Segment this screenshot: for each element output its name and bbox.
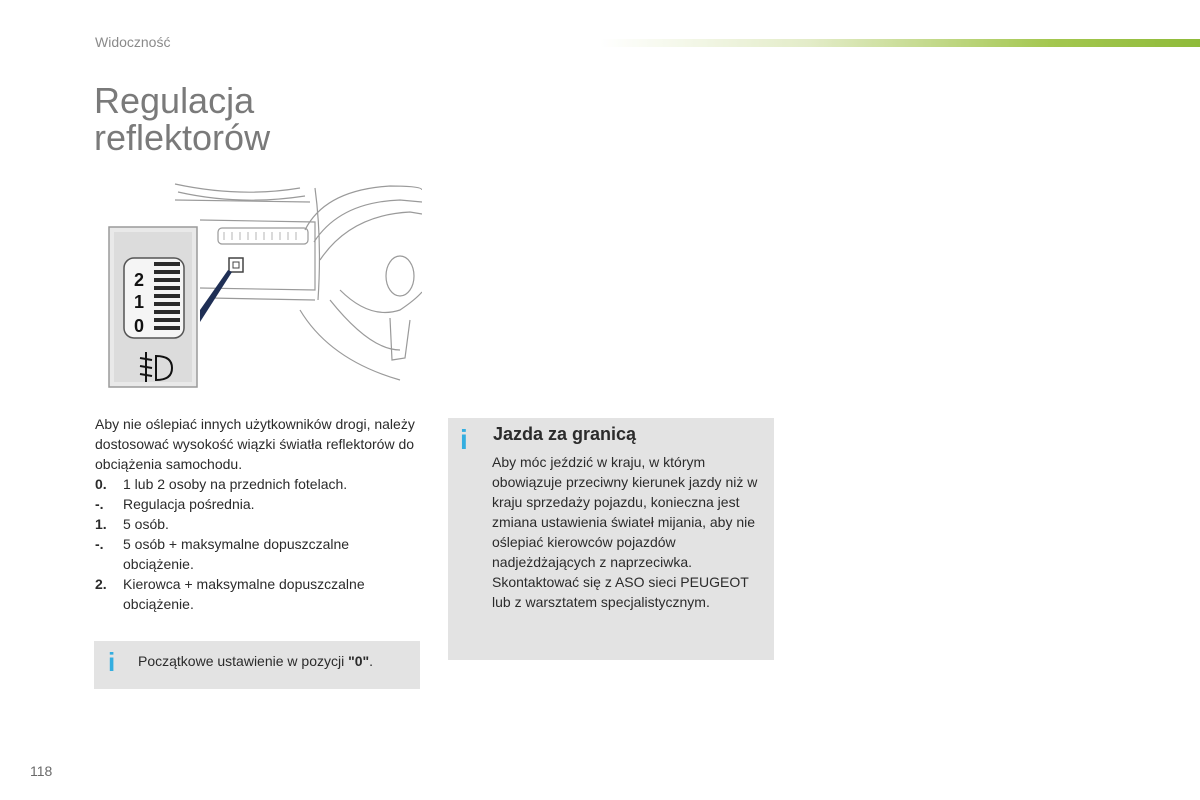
section-label: Widoczność [95,34,171,50]
list-key: 2. [95,576,107,592]
note-text-prefix: Początkowe ustawienie w pozycji [138,653,349,669]
dash-switch [229,258,243,272]
side-box-title: Jazda za granicą [493,424,637,444]
dial-label-1: 1 [134,292,145,312]
info-icon: i [108,647,116,677]
page-title: Regulacja reflektorów [94,80,271,158]
list-key: -. [95,496,104,512]
info-icon: i [460,424,468,455]
headlamp-adjuster-illustration [100,180,422,394]
list-text: Regulacja pośrednia. [123,496,255,512]
note-text-value: "0" [348,653,370,669]
note-text [138,651,373,671]
note-text-suffix: . [369,653,374,669]
list-key: -. [95,536,104,552]
list-item [95,474,415,494]
list-text: 5 osób. [123,516,169,532]
initial-setting-note [94,641,420,689]
dial-label-0: 0 [134,316,145,336]
driving-abroad-box [448,418,774,660]
side-box-body: Aby móc jeździć w kraju, w którym obowiązuje przeciwny kierunek jazdy niż w kraju sprzedaży pojazdu, konieczna jest zmiana ustawienia świateł mijania, aby nie oślepiać kierowców pojazdów nadjeżdżających z naprzeciwka. Skontaktować się z ASO sieci PEUGEOT lub z warsztatem specjalistycznym. [492,454,758,610]
list-item [95,534,415,574]
intro-paragraph: Aby nie oślepiać innych użytkowników drogi, należy dostosować wysokość wiązki światła reflektorów do obciążenia samochodu. [95,416,415,472]
page-number: 118 [30,763,53,779]
list-item [95,494,415,514]
header-accent-bar [600,39,1200,47]
list-key: 1. [95,516,107,532]
list-item [95,574,415,614]
list-text: Kierowca + maksymalne dopuszczalne obciążenie. [123,576,365,612]
dial-label-2: 2 [134,270,145,290]
list-item [95,514,415,534]
position-list [95,474,415,614]
list-text: 1 lub 2 osoby na przednich fotelach. [123,476,348,492]
list-text: 5 osób + maksymalne dopuszczalne obciążenie. [123,536,350,572]
list-key: 0. [95,476,107,492]
